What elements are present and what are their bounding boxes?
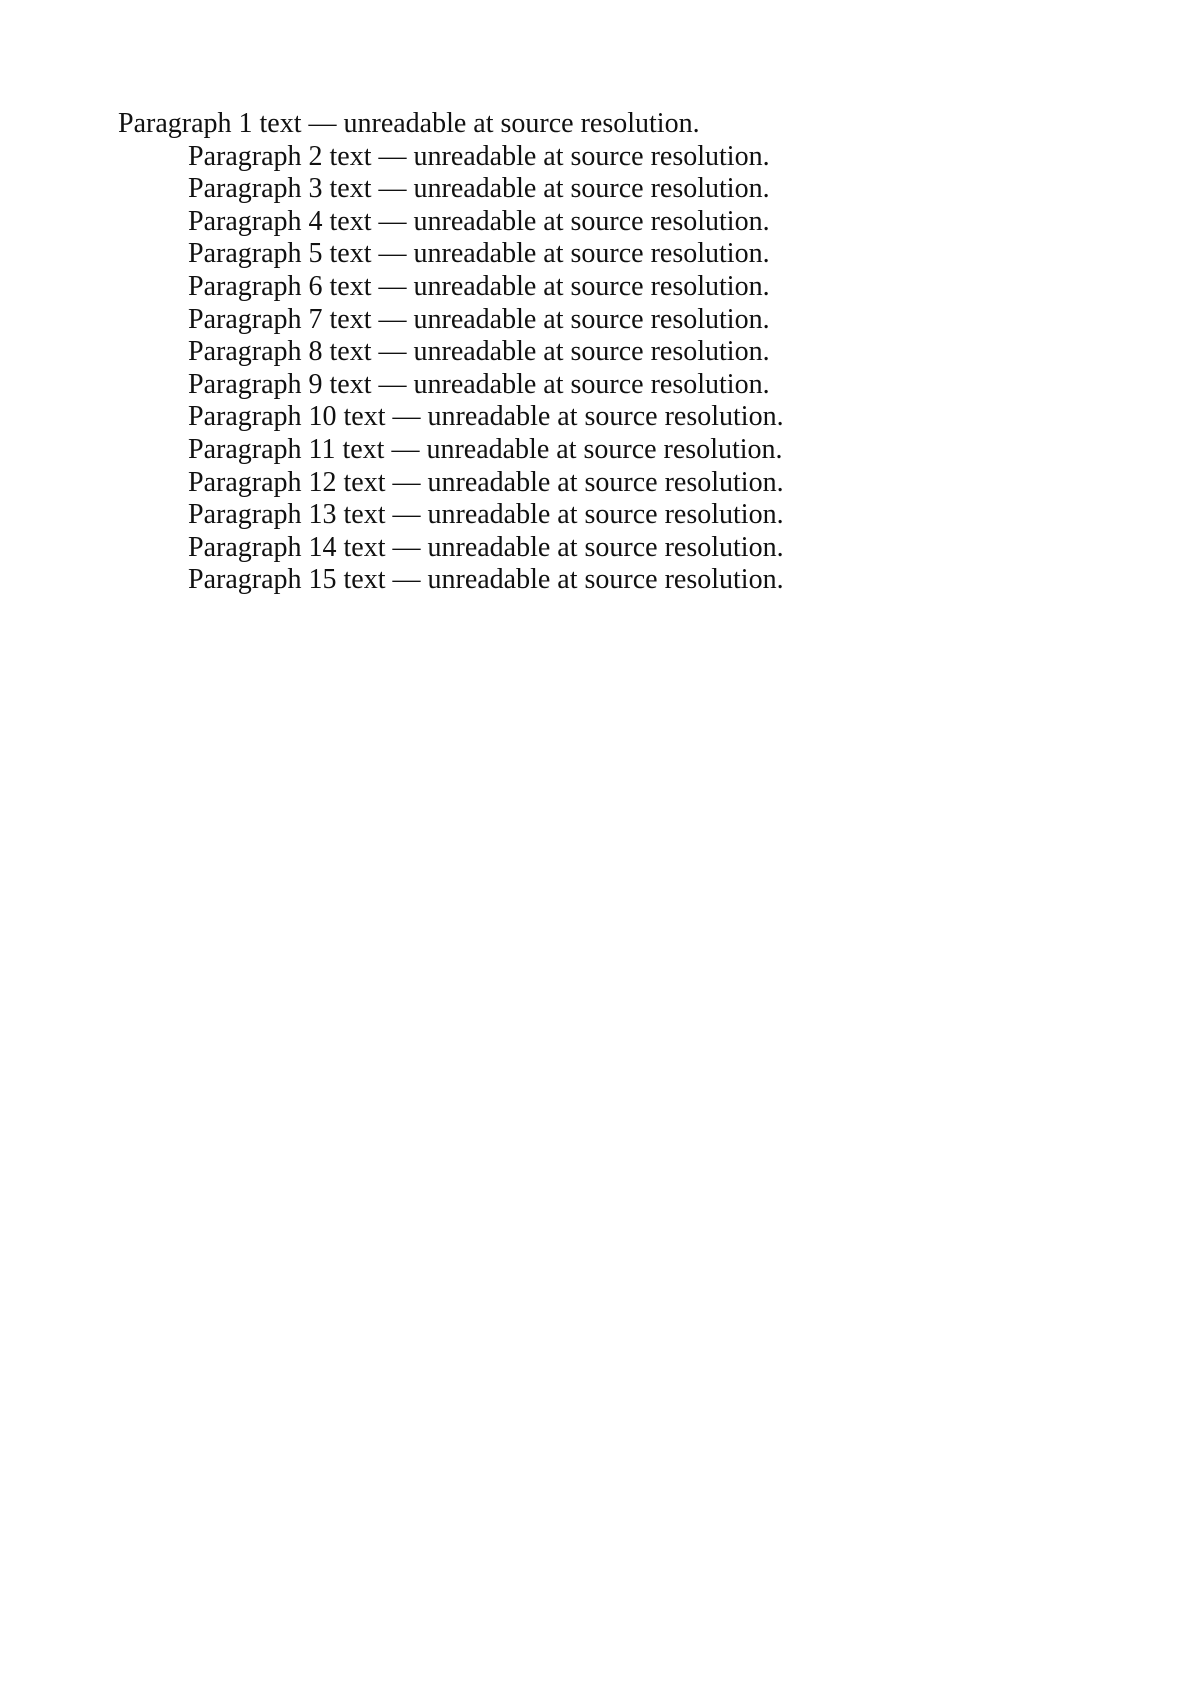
paragraph: Paragraph 11 text — unreadable at source resolution. — [188, 433, 783, 465]
list-item: Paragraph 2 text — unreadable at source resolution. — [188, 140, 770, 172]
list-item: Paragraph 7 text — unreadable at source resolution. — [188, 303, 770, 335]
list-item: Paragraph 3 text — unreadable at source resolution. — [188, 173, 770, 205]
paragraph: Paragraph 10 text — unreadable at source resolution. — [188, 401, 784, 433]
list-item: Paragraph 4 text — unreadable at source resolution. — [188, 205, 770, 237]
list-item: Paragraph 9 text — unreadable at source resolution. — [188, 368, 770, 400]
paragraph: Paragraph 14 text — unreadable at source resolution. — [188, 531, 784, 563]
list-item: Paragraph 8 text — unreadable at source resolution. — [188, 336, 770, 368]
document-body — [118, 108, 1118, 597]
list-item: Paragraph 5 text — unreadable at source resolution. — [188, 238, 770, 270]
paragraph: Paragraph 1 text — unreadable at source resolution. — [118, 108, 700, 139]
paragraph: Paragraph 13 text — unreadable at source resolution. — [188, 499, 784, 531]
paragraph: Paragraph 12 text — unreadable at source resolution. — [188, 466, 784, 498]
list-item: Paragraph 6 text — unreadable at source resolution. — [188, 270, 770, 302]
paragraph: Paragraph 15 text — unreadable at source resolution. — [188, 564, 784, 596]
